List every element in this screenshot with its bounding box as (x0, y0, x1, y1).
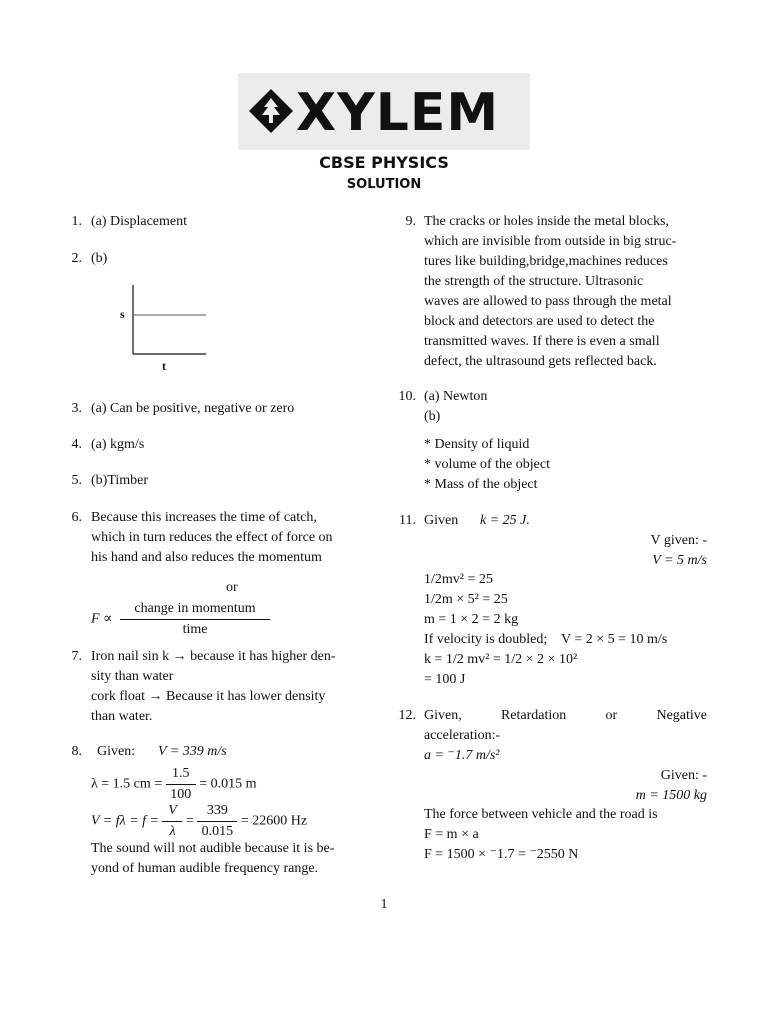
q8-lambda-lhs: λ = 1.5 cm = (91, 776, 163, 792)
q6-line: his hand and also reduces the momentum (91, 550, 322, 565)
q4-answer: (a) kgm/s (91, 437, 145, 452)
q9-line: defect, the ultrasound gets reflected back. (424, 354, 657, 369)
xylem-logo-icon (248, 88, 294, 134)
q11-step: If velocity is doubled; V = 2 × 5 = 10 m/s (424, 632, 668, 647)
q9-line: transmitted waves. If there is even a small (424, 334, 660, 349)
q12-word: or (605, 708, 618, 723)
graph-y-label: s (120, 307, 125, 321)
q6-formula (91, 599, 291, 640)
q3-number: 3. (71, 401, 82, 416)
q1-answer: (a) Displacement (91, 214, 188, 229)
graph-x-label: t (162, 359, 166, 373)
q10-item: * Density of liquid (424, 437, 530, 452)
q12-number: 12. (398, 708, 416, 723)
q12-word: Negative (656, 708, 707, 723)
q7-line: Iron nail sin k → because it has higher den- (91, 649, 336, 664)
q12-line: F = m × a (424, 827, 479, 842)
q9-line: waves are allowed to pass through the metal (424, 294, 672, 309)
q8-line: The sound will not audible because it is be- (91, 841, 335, 856)
q10-item: * Mass of the object (424, 477, 538, 492)
q11-given: Given (424, 513, 459, 528)
q5-number: 5. (71, 473, 82, 488)
q6-formula-lhs: F ∝ (91, 611, 113, 627)
q9-line: tures like building,bridge,machines reduces (424, 254, 668, 269)
q8-v-frac2-num: 339 (197, 801, 237, 822)
q12-line: F = 1500 × ⁻1.7 = ⁻2550 N (424, 847, 579, 862)
q7-line: cork float → Because it has lower density (91, 689, 326, 704)
q8-line: yond of human audible frequency range. (91, 861, 319, 876)
q8-v-eq: = (185, 813, 194, 829)
q7-line: sity than water (91, 669, 174, 684)
q11-steps (424, 570, 714, 690)
q6-fraction-denominator: time (182, 622, 208, 637)
q8-v-fraction1 (162, 801, 182, 842)
q8-lambda-den: 100 (170, 787, 192, 802)
q8-number: 8. (71, 744, 82, 759)
q12-given: Given: - (660, 768, 707, 783)
q11-step: 1/2m × 5² = 25 (424, 592, 508, 607)
q12-word: Retardation (500, 708, 567, 723)
q12-m-eq: m = 1500 kg (635, 788, 707, 803)
q6-answer (91, 508, 374, 568)
q8-velocity-eq (91, 801, 307, 842)
q11-step: = 100 J (424, 672, 466, 687)
q11-given-eq: k = 25 J. (480, 513, 530, 528)
q6-or: or (226, 580, 238, 595)
page-number: 1 (380, 897, 388, 912)
q10-list (424, 435, 550, 495)
q8-given-eq: V = 339 m/s (158, 744, 227, 759)
q7-number: 7. (71, 649, 82, 664)
q6-number: 6. (71, 510, 82, 525)
q11-step: 1/2mv² = 25 (424, 572, 493, 587)
q9-line: which are invisible from outside in big struc- (424, 234, 677, 249)
q12-line1 (424, 706, 707, 726)
q8-v-frac2-den: 0.015 (201, 824, 234, 839)
q9-answer (424, 212, 707, 372)
q10-number: 10. (398, 389, 416, 404)
q6-line: which in turn reduces the effect of force on (91, 530, 333, 545)
q10-item: * volume of the object (424, 457, 550, 472)
q11-step: k = 1/2 mv² = 1/2 × 2 × 10² (424, 652, 578, 667)
q3-answer: (a) Can be positive, negative or zero (91, 401, 295, 416)
q12-a-eq: a = ⁻1.7 m/s² (424, 748, 500, 763)
q10-part-b: (b) (424, 409, 441, 424)
q12-word: Given, (424, 708, 462, 723)
q8-lambda-eq (91, 764, 256, 805)
q1-number: 1. (71, 214, 82, 229)
q11-v-eq: V = 5 m/s (652, 553, 707, 568)
page-subtitle: SOLUTION (346, 177, 422, 192)
q12-line2: acceleration:- (424, 728, 501, 743)
q8-lambda-rhs: = 0.015 m (199, 776, 257, 792)
q10-part-a: (a) Newton (424, 389, 488, 404)
q11-number: 11. (399, 513, 416, 528)
q6-line: Because this increases the time of catch, (91, 510, 317, 525)
q8-given: Given: (97, 744, 136, 759)
q9-line: the strength of the structure. Ultrasonic (424, 274, 644, 289)
q7-line: than water. (91, 709, 153, 724)
q8-lambda-fraction (166, 764, 196, 805)
q8-explanation (91, 839, 374, 879)
q12-line: The force between vehicle and the road is (424, 807, 658, 822)
q8-lambda-num: 1.5 (166, 764, 196, 785)
q9-line: block and detectors are used to detect the (424, 314, 655, 329)
q8-v-lhs: V = fλ = f = (91, 813, 159, 829)
q8-v-fraction2 (197, 801, 237, 842)
q6-fraction (120, 599, 270, 640)
q12-force-lines (424, 805, 707, 865)
q6-fraction-numerator: change in momentum (120, 599, 270, 620)
q5-answer: (b)Timber (91, 473, 149, 488)
q2-number: 2. (71, 251, 82, 266)
q8-v-rhs: = 22600 Hz (240, 813, 308, 829)
q8-v-frac1-den: λ (169, 824, 176, 839)
q11-v-given: V given: - (650, 533, 707, 548)
q4-number: 4. (71, 437, 82, 452)
page-title: CBSE PHYSICS (319, 153, 449, 172)
q7-answer (91, 647, 374, 727)
q11-step: m = 1 × 2 = 2 kg (424, 612, 519, 627)
q2-answer: (b) (91, 251, 108, 266)
logo-wordmark: XYLEM (296, 83, 500, 143)
q8-v-frac1-num: V (162, 801, 182, 822)
q9-number: 9. (405, 214, 416, 229)
q9-line: The cracks or holes inside the metal blocks, (424, 214, 669, 229)
